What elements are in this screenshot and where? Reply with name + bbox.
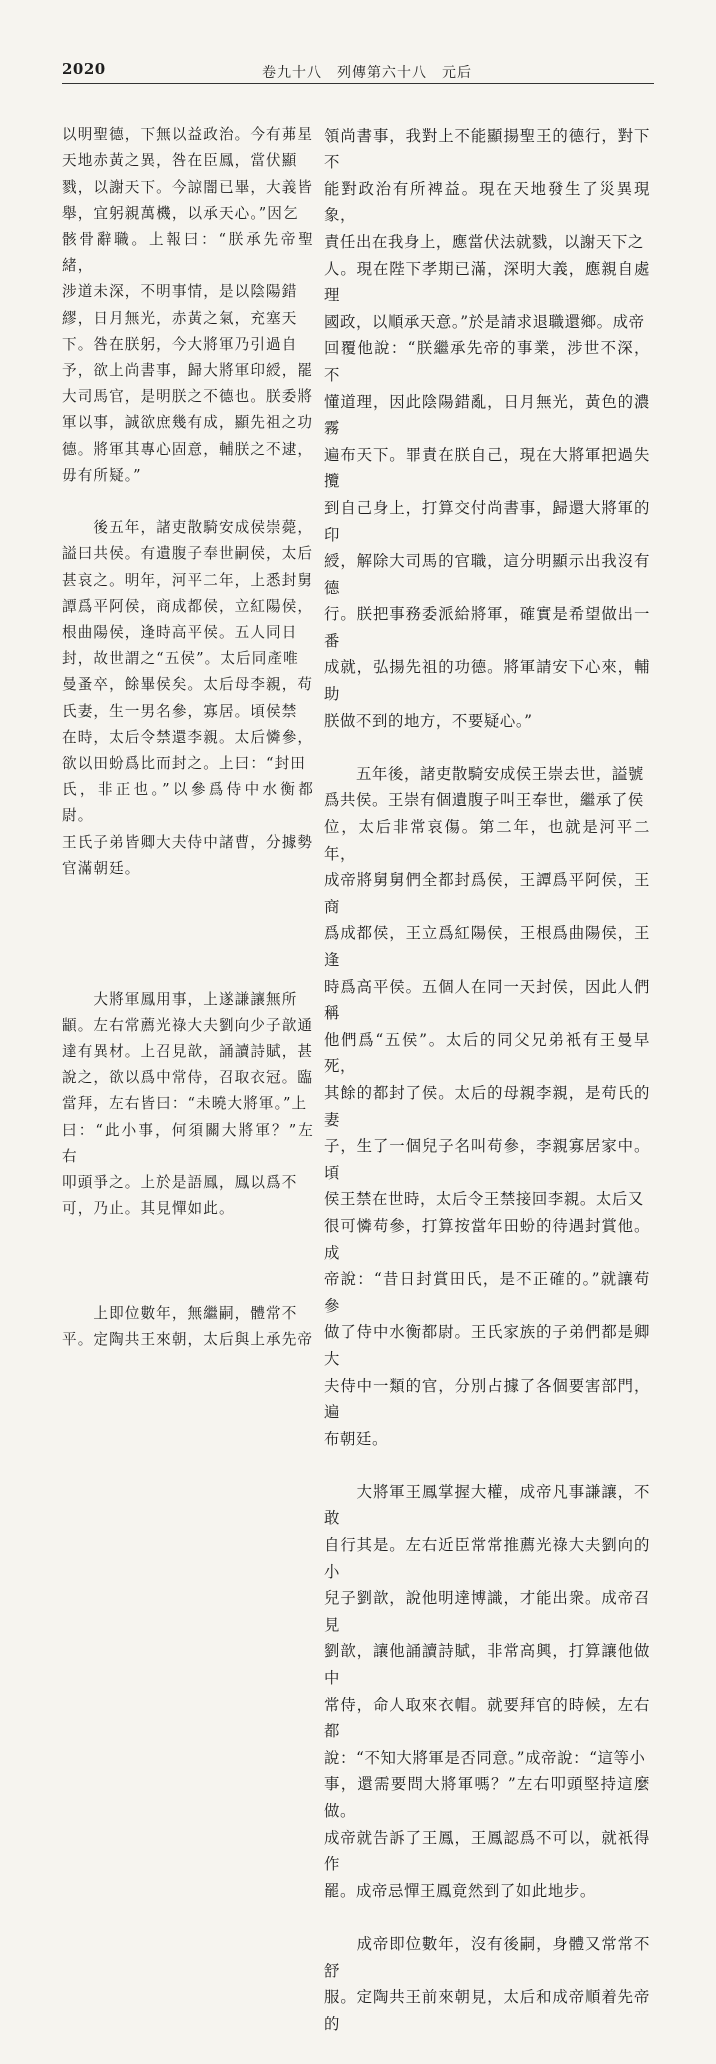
classical-paragraph-2: 後五年，諸吏散騎安成侯崇薨， 謚曰共侯。有遺腹子奉世嗣侯，太后 甚哀之。明年，河平二年，上悉封舅 譚爲平阿侯，商成都侯，立紅陽侯， 根曲陽侯，逢時高平侯。五人同日 封，故世謂之“五侯”。太后同產唯 曼蚤卒，餘畢侯矣。太后母李親，苟 氏妻，生一男名參，寡居。頃侯禁 在時，太后令禁還李親。太后憐參， 欲以田蚡爲比而封之。上曰：“封田 氏，非正也。”以參爲侍中水衡都尉。 王氏子弟皆卿大夫侍中諸曹，分據勢 官滿朝廷。: [62, 519, 314, 877]
classical-paragraph-4: 上即位數年，無繼嗣，體常不 平。定陶共王來朝，太后與上承先帝: [62, 1304, 314, 1348]
paragraph-spacer: [62, 1249, 314, 1275]
paragraph-spacer: [62, 908, 314, 960]
translation-column: [324, 96, 650, 2064]
translation-paragraph-2: 五年後，諸吏散騎安成侯王崇去世，謚號 爲共侯。王崇有個遺腹子叫王奉世，繼承了侯 位，太后非常哀傷。第二年，也就是河平二年， 成帝將舅舅們全都封爲侯，王譚爲平阿侯，王商 爲成都侯，王立爲紅陽侯，王根爲曲陽侯，王逢 時爲高平侯。五個人在同一天封侯，因此人們稱 他們爲“五侯”。太后的同父兄弟衹有王曼早死， 其餘的都封了侯。太后的母親李親，是苟氏的妻 子，生了一個兒子名叫苟參，李親寡居家中。頃 侯王禁在世時，太后令王禁接回李親。太后又 很可憐苟參，打算按當年田蚡的待遇封賞他。成 帝說：“昔日封賞田氏，是不正確的。”就讓苟參 做了侍中水衡都尉。王氏家族的子弟們都是卿大 夫侍中一類的官，分別占據了各個要害部門，遍 布朝廷。: [324, 764, 650, 1448]
running-title: 卷九十八 列傳第六十八 元后: [262, 65, 472, 81]
classical-paragraph-1: 以明聖德，下無以益政治。今有茀星 天地赤黃之異，咎在臣鳳，當伏顯 戮，以謝天下。今諒闇已畢，大義皆 舉，宜躬親萬機，以承天心。”因乞 骸骨辭職。上報曰：“朕承先帝聖緒， 涉道未深，不明事情，是以陰陽錯 繆，日月無光，赤黃之氣，充塞天 下。咎在朕躬，今大將軍乃引過自 予，欲上尚書事，歸大將軍印綬，罷 大司馬官，是明朕之不德也。朕委將 軍以事，誠欲庶幾有成，顯先祖之功 德。將軍其專心固意，輔朕之不逮， 毋有所疑。”: [62, 126, 314, 484]
classical-text-column: [62, 96, 314, 1379]
header-rule: [62, 83, 654, 84]
page-number: 2020: [62, 60, 106, 78]
translation-paragraph-1: 領尚書事，我對上不能顯揚聖王的德行，對下不 能對政治有所裨益。現在天地發生了災異現象， 責任出在我身上，應當伏法就戮，以謝天下之 人。現在陛下孝期已滿，深明大義，應親自處理 國政，以順承天意。”於是請求退職還鄉。成帝 回覆他說：“朕繼承先帝的事業，涉世不深，不 懂道理，因此陰陽錯亂，日月無光，黃色的濃霧 遍布天下。罪責在朕自己，現在大將軍把過失攬 到自己身上，打算交付尚書事，歸還大將軍的印 綬，解除大司馬的官職，這分明顯示出我沒有德 行。朕把事務委派給將軍，確實是希望做出一番 成就，弘揚先祖的功德。將軍請安下心來，輔助 朕做不到的地方，不要疑心。”: [324, 126, 650, 730]
translation-paragraph-3: 大將軍王鳳掌握大權，成帝凡事謙讓，不敢 自行其是。左右近臣常常推薦光祿大夫劉向的小 兒子劉歆，說他明達博識，才能出衆。成帝召見 劉歆，讓他誦讀詩賦，非常高興，打算讓他做中 常侍，命人取來衣帽。就要拜官的時候，左右都 說：“不知大將軍是否同意。”成帝說：“這等小 事，還需要問大將軍嗎？”左右叩頭堅持這麼做。 成帝就告訴了王鳳，王鳳認爲不可以，就祇得作 罷。成帝忌憚王鳳竟然到了如此地步。: [324, 1482, 650, 1900]
page-header: [62, 60, 654, 82]
translation-paragraph-4: 成帝即位數年，沒有後嗣，身體又常常不舒 服。定陶共王前來朝見，太后和成帝順着先帝的: [324, 1934, 650, 2033]
classical-paragraph-3: 大將軍鳳用事，上遂謙讓無所 顓。左右常薦光祿大夫劉向少子歆通 達有異材。上召見歆，誦讀詩賦，甚 說之，欲以爲中常侍，召取衣冠。臨 當拜，左右皆曰：“未曉大將軍。”上 曰：“此小事，何須關大將軍？”左右 叩頭爭之。上於是語鳳，鳳以爲不 可，乃止。其見憚如此。: [62, 990, 314, 1218]
